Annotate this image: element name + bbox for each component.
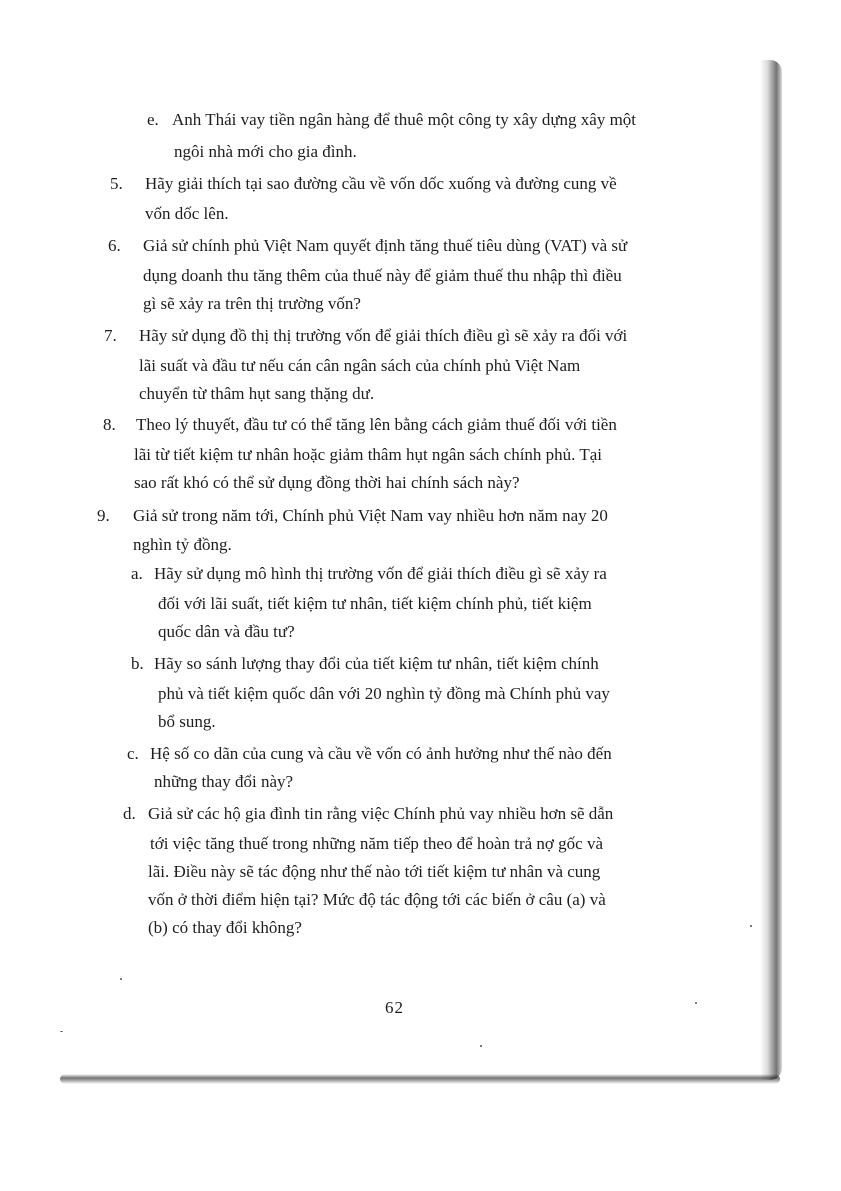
question-line: Theo lý thuyết, đầu tư có thể tăng lên bằng cách giảm thuế đối với tiền [136, 415, 617, 434]
question-line: quốc dân và đầu tư? [158, 622, 295, 641]
question-line: Hệ số co dãn của cung và cầu về vốn có ảnh hưởng như thế nào đến [150, 744, 612, 763]
question-line: dụng doanh thu tăng thêm của thuế này để giảm thuế thu nhập thì điều [143, 266, 622, 285]
question-line: Hãy so sánh lượng thay đổi của tiết kiệm tư nhân, tiết kiệm chính [154, 654, 599, 673]
scan-speck [120, 978, 122, 980]
question-line: chuyển từ thâm hụt sang thặng dư. [139, 384, 375, 403]
question-label: a. [131, 564, 143, 583]
question-label: d. [123, 804, 136, 823]
scan-speck [480, 1045, 482, 1047]
question-line: vốn ở thời điểm hiện tại? Mức độ tác động tới các biến ở câu (a) và [148, 890, 606, 909]
question-line: nghìn tỷ đồng. [133, 535, 232, 554]
question-line: đối với lãi suất, tiết kiệm tư nhân, tiết kiệm chính phủ, tiết kiệm [158, 594, 592, 613]
question-line: Hãy sử dụng đồ thị thị trường vốn để giải thích điều gì sẽ xảy ra đối với [139, 326, 628, 345]
scan-speck [60, 1031, 63, 1032]
question-line: Giả sử các hộ gia đình tin rằng việc Chính phủ vay nhiều hơn sẽ dẫn [148, 804, 614, 823]
question-label: e. [147, 110, 159, 129]
question-label: 7. [104, 326, 117, 345]
question-line: Hãy sử dụng mô hình thị trường vốn để giải thích điều gì sẽ xảy ra [154, 564, 607, 583]
question-label: b. [131, 654, 144, 673]
question-line: Hãy giải thích tại sao đường cầu về vốn dốc xuống và đường cung về [145, 174, 617, 193]
question-line: tới việc tăng thuế trong những năm tiếp theo để hoàn trả nợ gốc và [150, 834, 604, 853]
scan-speck [695, 1002, 697, 1004]
question-line: ngôi nhà mới cho gia đình. [174, 142, 357, 161]
question-line: gì sẽ xảy ra trên thị trường vốn? [143, 294, 361, 313]
question-line: sao rất khó có thể sử dụng đồng thời hai chính sách này? [134, 473, 520, 492]
question-label: 5. [110, 174, 123, 193]
question-label: 9. [97, 506, 110, 525]
question-line: Giả sử chính phủ Việt Nam quyết định tăng thuế tiêu dùng (VAT) và sử [143, 236, 628, 255]
question-line: lãi. Điều này sẽ tác động như thế nào tới tiết kiệm tư nhân và cung [148, 862, 601, 881]
question-label: 6. [108, 236, 121, 255]
question-line: Giả sử trong năm tới, Chính phủ Việt Nam vay nhiều hơn năm nay 20 [133, 506, 608, 525]
question-line: vốn dốc lên. [145, 204, 229, 223]
question-line: những thay đổi này? [154, 772, 294, 791]
question-line: bổ sung. [158, 712, 216, 731]
question-line: Anh Thái vay tiền ngân hàng để thuê một công ty xây dựng xây một [172, 110, 637, 129]
page-number: 62 [385, 998, 404, 1017]
scan-speck [750, 925, 752, 927]
page-bottom-edge-shadow [60, 1074, 780, 1084]
question-line: (b) có thay đổi không? [148, 918, 302, 937]
question-line: phủ và tiết kiệm quốc dân với 20 nghìn tỷ đồng mà Chính phủ vay [158, 684, 610, 703]
question-line: lãi suất và đầu tư nếu cán cân ngân sách của chính phủ Việt Nam [139, 356, 581, 375]
question-line: lãi từ tiết kiệm tư nhân hoặc giảm thâm hụt ngân sách chính phủ. Tại [134, 445, 603, 464]
question-label: 8. [103, 415, 116, 434]
question-label: c. [127, 744, 139, 763]
